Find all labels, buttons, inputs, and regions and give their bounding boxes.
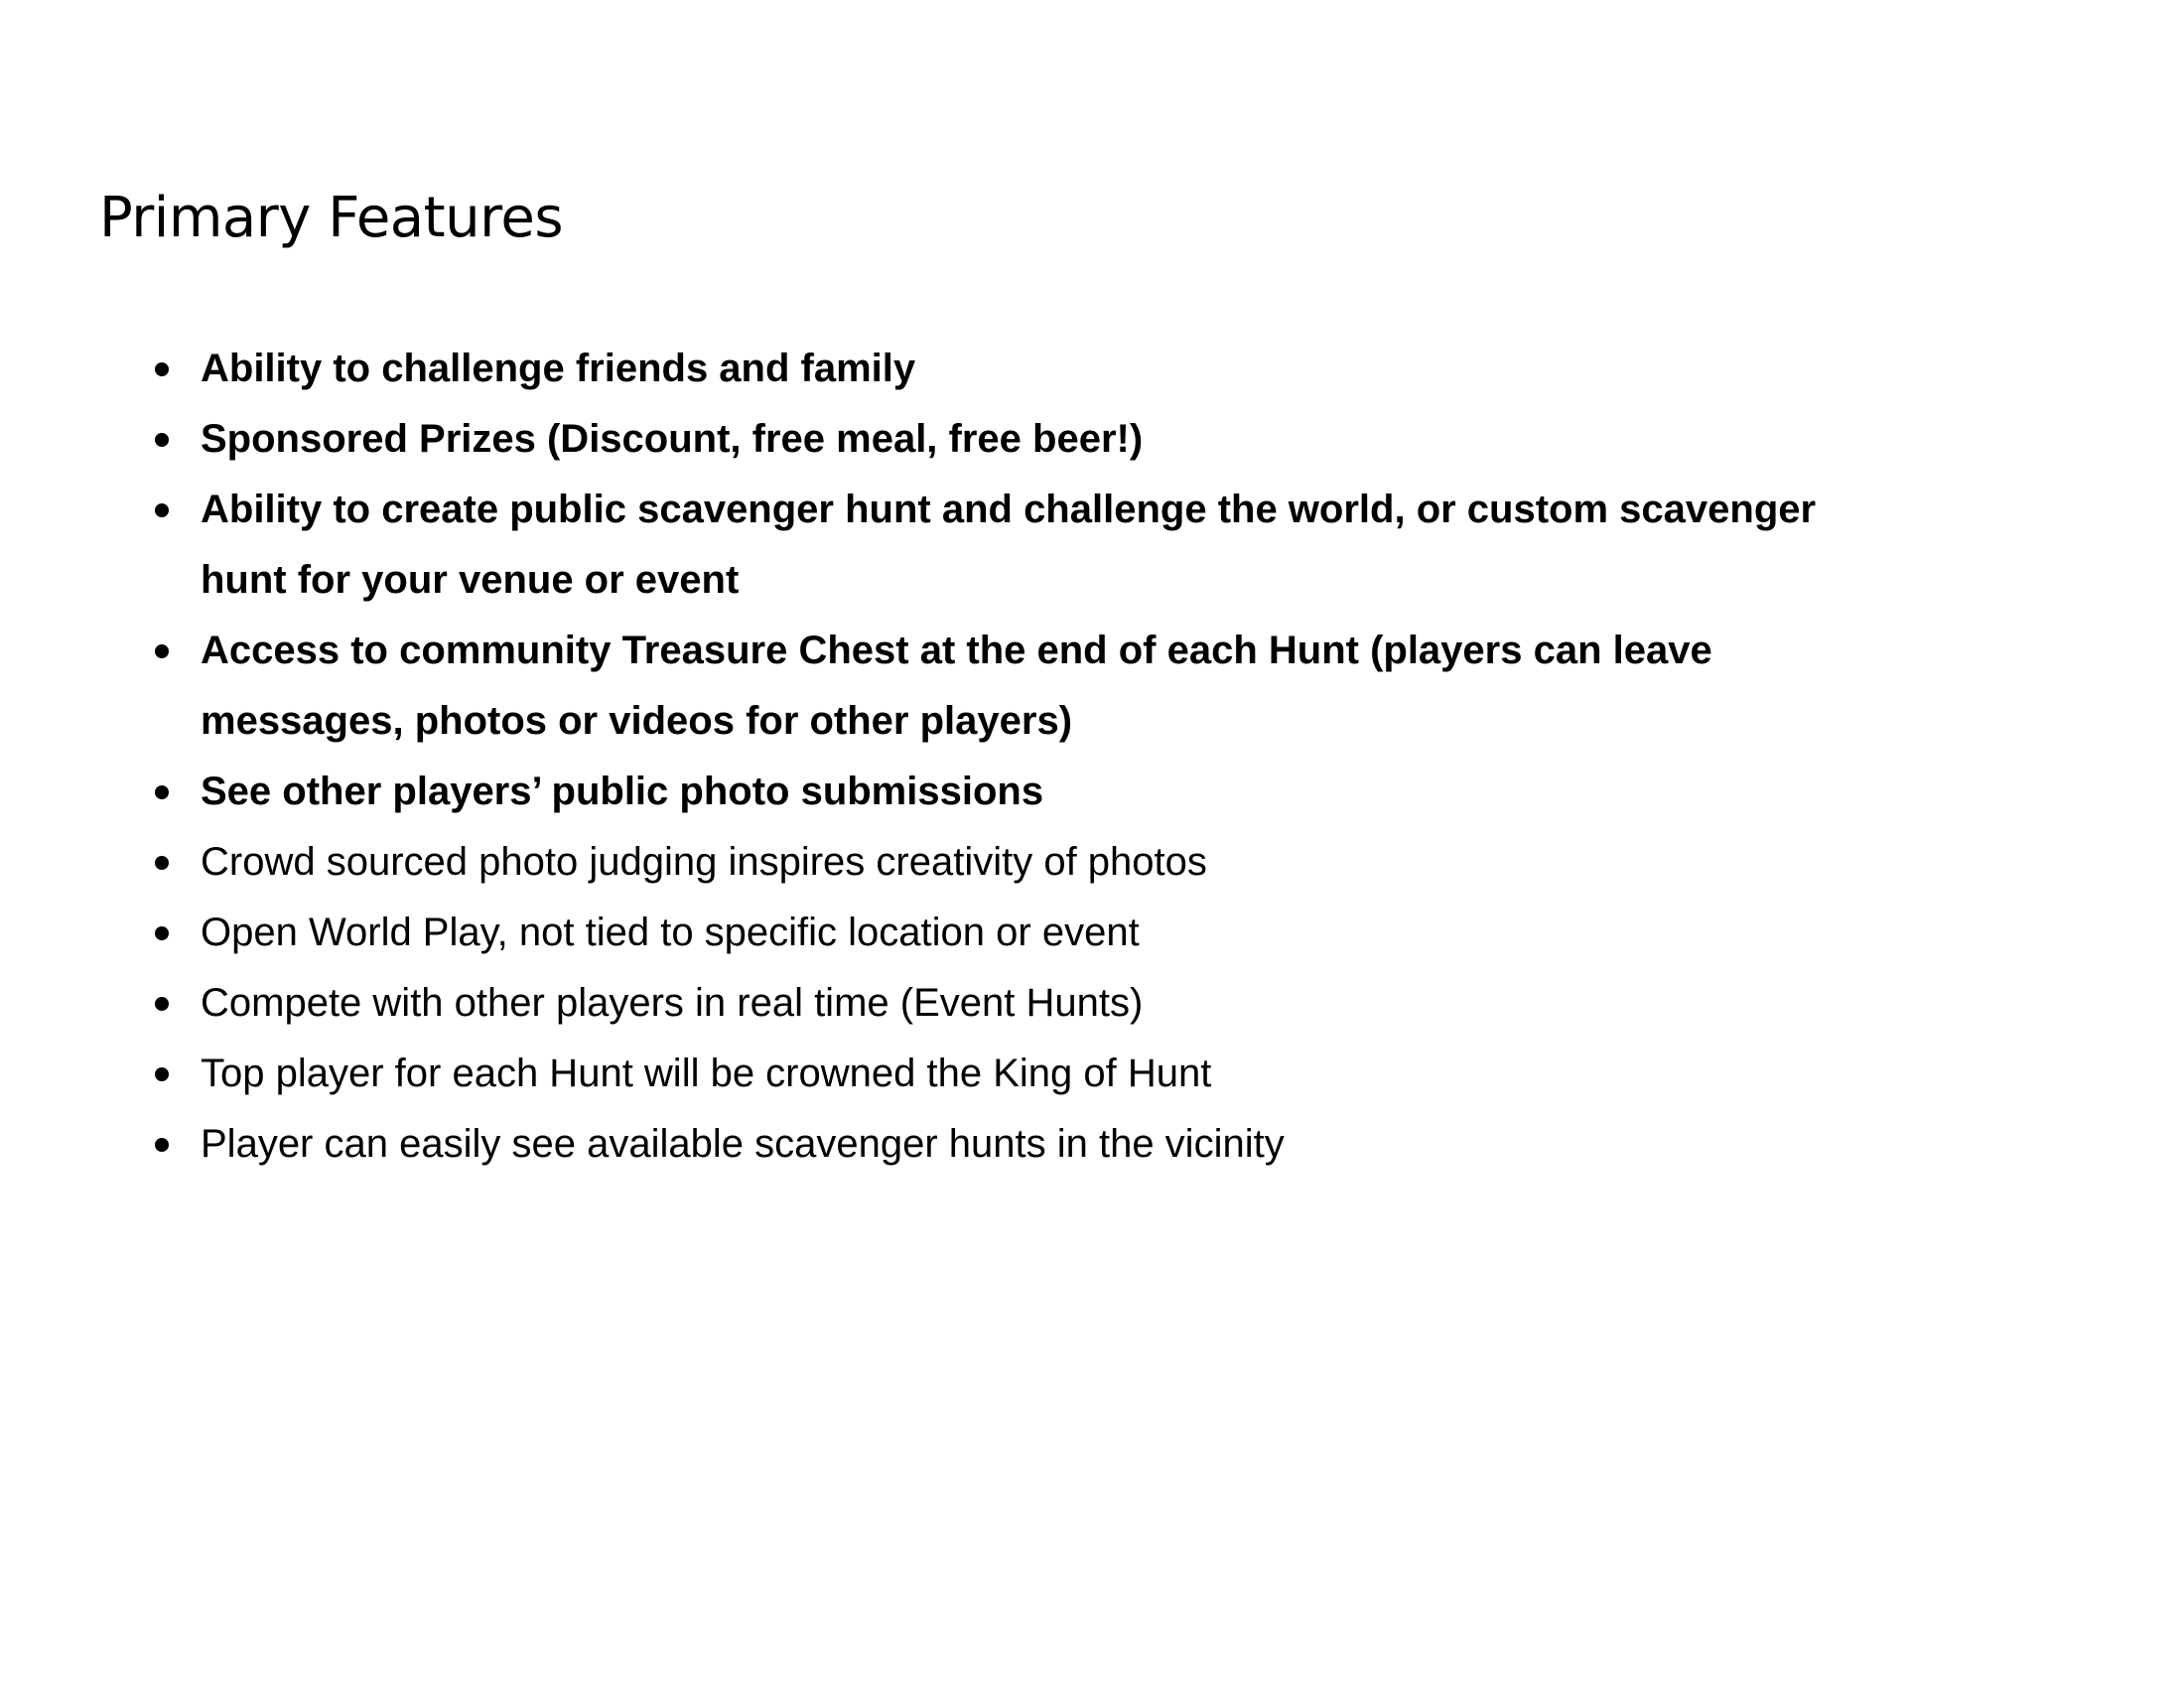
feature-item (0, 757, 1866, 827)
page-title: Primary Features (99, 186, 563, 250)
feature-text: Ability to create public scavenger hunt and challenge the world, or custom scavenger hunt for your venue or event (201, 488, 1817, 602)
feature-item (0, 1039, 1866, 1109)
bullet-icon (155, 997, 169, 1011)
feature-text: Ability to challenge friends and family (201, 347, 916, 390)
feature-item (0, 1109, 1866, 1180)
feature-item (0, 898, 1866, 968)
bullet-icon (155, 1138, 169, 1152)
bullet-icon (155, 503, 169, 517)
feature-text: Top player for each Hunt will be crowned the King of Hunt (201, 1052, 1212, 1095)
feature-text: Open World Play, not tied to specific location or event (201, 911, 1140, 954)
feature-text: Sponsored Prizes (Discount, free meal, free beer!) (201, 417, 1144, 461)
bullet-icon (155, 785, 169, 799)
feature-text: See other players’ public photo submissions (201, 770, 1044, 813)
bullet-icon (155, 644, 169, 658)
feature-list (0, 334, 2184, 1180)
feature-item (0, 616, 1866, 757)
feature-text: Player can easily see available scavenger hunts in the vicinity (201, 1122, 1285, 1166)
bullet-icon (155, 856, 169, 870)
feature-item (0, 968, 1866, 1039)
bullet-icon (155, 362, 169, 376)
feature-item (0, 404, 1866, 475)
bullet-icon (155, 1067, 169, 1081)
feature-item (0, 475, 1866, 616)
feature-text: Crowd sourced photo judging inspires creativity of photos (201, 840, 1207, 884)
bullet-icon (155, 926, 169, 940)
feature-item (0, 827, 1866, 898)
feature-text: Compete with other players in real time (Event Hunts) (201, 981, 1144, 1025)
bullet-icon (155, 433, 169, 447)
feature-text: Access to community Treasure Chest at the end of each Hunt (players can leave messages, photos or videos for other players) (201, 629, 1712, 743)
feature-item (0, 334, 1866, 404)
